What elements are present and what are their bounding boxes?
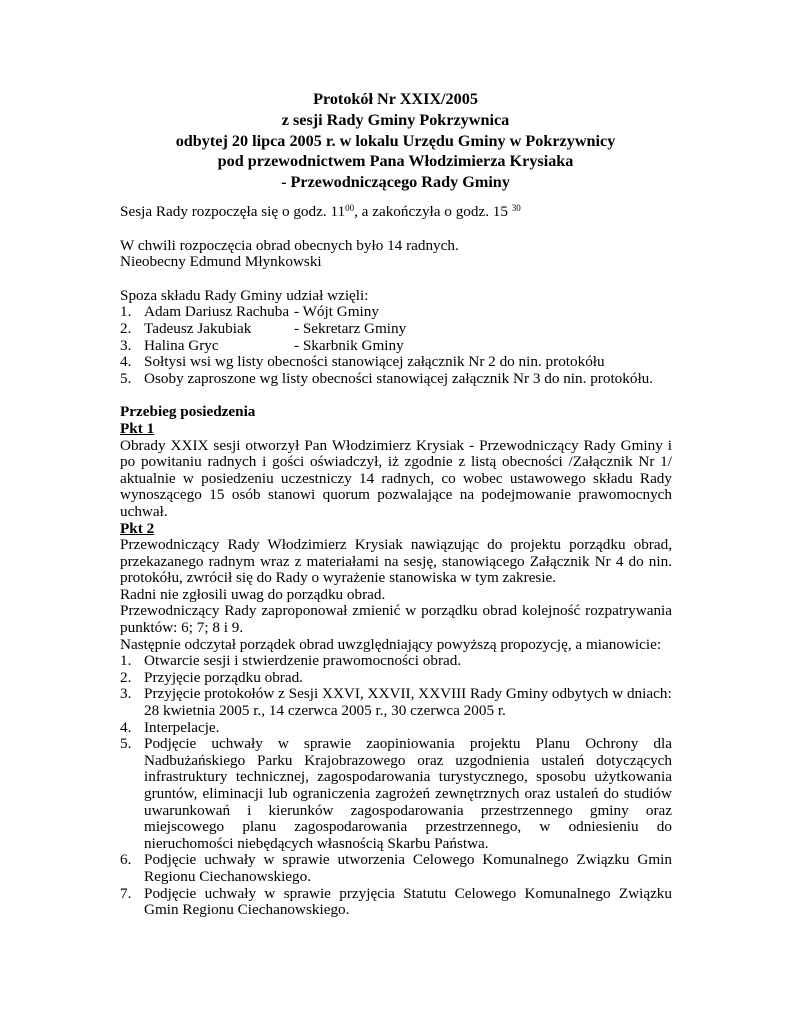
list-number: 5. bbox=[120, 369, 132, 387]
agenda-item-text: Interpelacje. bbox=[144, 718, 220, 736]
attendance-absent: Nieobecny Edmund Młynkowski bbox=[120, 253, 322, 271]
list-number: 5. bbox=[120, 735, 132, 753]
pkt2-para3: Przewodniczący Rady zaproponował zmienić w porządku obrad kolejność rozpatrywania punktów: 6; 7; 8 i 9. bbox=[120, 602, 672, 637]
pkt1-label: Pkt 1 bbox=[120, 419, 155, 437]
session-times bbox=[120, 204, 672, 221]
guest-name: Adam Dariusz Rachuba bbox=[144, 303, 290, 321]
guest-text: Sołtysi wsi wg listy obecności stanowiącej załącznik Nr 2 do nin. protokółu bbox=[144, 353, 605, 371]
agenda-list bbox=[120, 653, 672, 919]
pkt1-text: Obrady XXIX sesji otworzył Pan Włodzimierz Krysiak - Przewodniczący Rady Gminy i po powitaniu radnych i gości oświadczył, iż zgodnie z listą obecności /Załącznik Nr 1/ aktualnie w posiedzeniu uczestniczy 14 radnych, co wobec ustawowego składu Rady wynoszącego 15 osób stanowi quorum pozwalające na podejmowanie prawomocnych uchwał. bbox=[120, 436, 672, 520]
guest-text: Osoby zaproszone wg listy obecności stanowiącej załącznik Nr 3 do nin. protokółu. bbox=[144, 369, 654, 387]
protocol-subtitle-chair: pod przewodnictwem Pana Włodzimierza Krysiaka bbox=[217, 152, 574, 171]
agenda-item-text: Przyjęcie porządku obrad. bbox=[144, 668, 303, 686]
pkt2-para2: Radni nie zgłosili uwag do porządku obrad. bbox=[120, 585, 386, 603]
agenda-item-text: Podjęcie uchwały w sprawie przyjęcia Statutu Celowego Komunalnego Związku Gmin Regionu Ciechanowskiego. bbox=[144, 884, 672, 919]
guest-role: - Sekretarz Gminy bbox=[294, 319, 407, 337]
list-number: 4. bbox=[120, 718, 132, 736]
list-item bbox=[120, 304, 672, 321]
guest-name: Halina Gryc bbox=[144, 336, 219, 354]
list-item bbox=[120, 886, 672, 919]
attendance-present: W chwili rozpoczęcia obrad obecnych było 14 radnych. bbox=[120, 236, 459, 254]
list-item bbox=[120, 686, 672, 719]
agenda-item-text: Podjęcie uchwały w sprawie utworzenia Celowego Komunalnego Związku Gmin Regionu Ciechanowskiego. bbox=[144, 851, 672, 885]
list-item bbox=[120, 653, 672, 670]
list-item bbox=[120, 371, 672, 388]
pkt2-label: Pkt 2 bbox=[120, 519, 155, 537]
list-item bbox=[120, 852, 672, 885]
list-number: 3. bbox=[120, 685, 132, 703]
guests-intro: Spoza składu Rady Gminy udział wzięli: bbox=[120, 286, 369, 304]
agenda-item-text: Otwarcie sesji i stwierdzenie prawomocności obrad. bbox=[144, 652, 462, 670]
guest-role: - Wójt Gminy bbox=[294, 303, 379, 321]
agenda-item-text: Podjęcie uchwały w sprawie zaopiniowania projektu Planu Ochrony dla Nadbużańskiego Parku Krajobrazowego oraz uzgodnienia ustaleń dotyczących infrastruktury technicznej, zagospodarowania turystycznego, sposobu użytkowania gruntów, eliminacji lub ograniczenia zagrożeń zewnętrznych oraz ustaleń do studiów uwarunkowań i kierunków zagospodarowania przestrzennego gminy oraz miejscowego planu zagospodarowania przestrzennego, w odniesieniu do nieruchomości niebędących własnością Skarbu Państwa. bbox=[144, 735, 672, 852]
protocol-subtitle-session: z sesji Rady Gminy Pokrzywnica bbox=[281, 110, 510, 129]
protocol-title: Protokół Nr XXIX/2005 bbox=[313, 90, 478, 108]
guests-list bbox=[120, 304, 672, 387]
protocol-subtitle-role: - Przewodniczącego Rady Gminy bbox=[281, 173, 510, 192]
list-number: 1. bbox=[120, 303, 132, 321]
list-number: 1. bbox=[120, 652, 132, 670]
list-number: 3. bbox=[120, 336, 132, 354]
session-end-text: , a zakończyła o godz. 15 bbox=[354, 203, 512, 220]
list-item bbox=[120, 354, 672, 371]
session-start-text: Sesja Rady rozpoczęła się o godz. 11 bbox=[120, 203, 346, 220]
pkt2-para4: Następnie odczytał porządek obrad uwzględniający powyższą propozycję, a mianowicie: bbox=[120, 635, 662, 653]
list-number: 4. bbox=[120, 353, 132, 371]
guest-role: - Skarbnik Gminy bbox=[294, 336, 404, 354]
document-header bbox=[0, 89, 791, 193]
proceedings-heading: Przebieg posiedzenia bbox=[120, 403, 256, 421]
session-start-minutes: 00 bbox=[345, 203, 355, 213]
list-item bbox=[120, 670, 672, 687]
agenda-item-text: Przyjęcie protokołów z Sesji XXVI, XXVII, XXVIII Rady Gminy odbytych w dniach: bbox=[144, 685, 672, 703]
list-item bbox=[120, 321, 672, 338]
list-number: 2. bbox=[120, 668, 132, 686]
list-number: 2. bbox=[120, 319, 132, 337]
guest-name: Tadeusz Jakubiak bbox=[144, 319, 252, 337]
list-number: 6. bbox=[120, 851, 132, 869]
document-body bbox=[120, 204, 672, 919]
list-item bbox=[120, 338, 672, 355]
list-item bbox=[120, 736, 672, 852]
pkt2-para1: Przewodniczący Rady Włodzimierz Krysiak nawiązując do projektu porządku obrad, przekazanego radnym wraz z materiałami na sesję, stanowiącego Załącznik Nr 4 do nin. protokółu, zwrócił się do Rady o wyrażenie stanowiska w tym zakresie. bbox=[120, 536, 672, 587]
list-number: 7. bbox=[120, 884, 132, 902]
protocol-subtitle-date-place: odbytej 20 lipca 2005 r. w lokalu Urzędu Gminy w Pokrzywnicy bbox=[175, 131, 616, 150]
agenda-item-dates: 28 kwietnia 2005 r., 14 czerwca 2005 r., 30 czerwca 2005 r. bbox=[144, 702, 506, 720]
list-item bbox=[120, 720, 672, 737]
session-end-minutes: 30 bbox=[511, 203, 521, 213]
